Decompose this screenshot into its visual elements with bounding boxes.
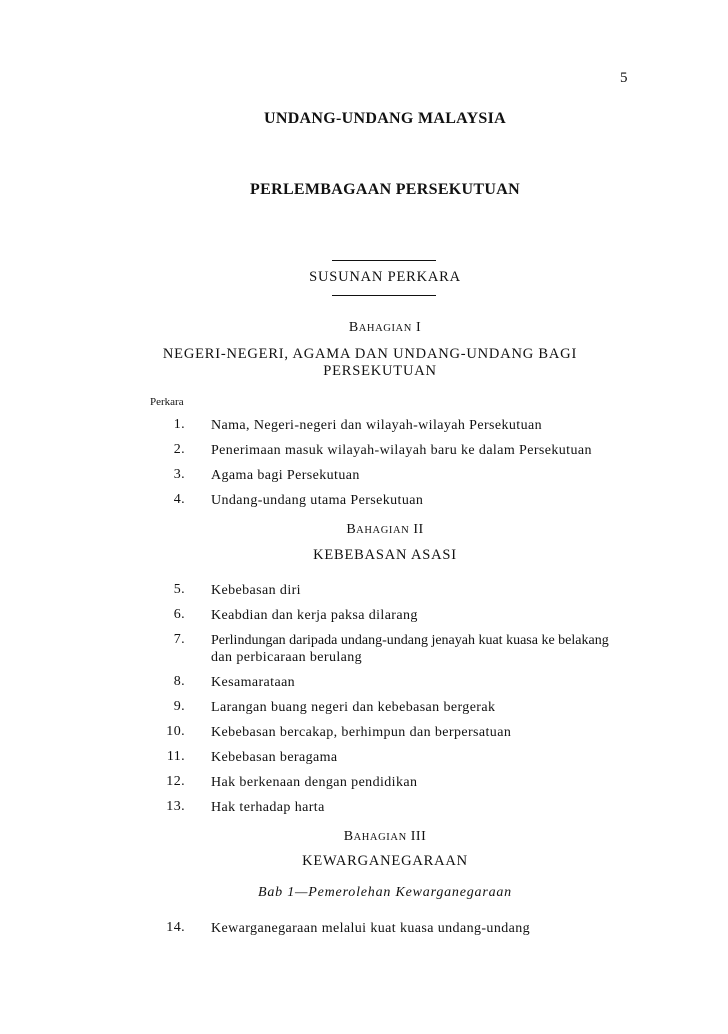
part-heading-3: BAHAGIAN III <box>343 829 427 844</box>
rule-bottom <box>332 295 436 296</box>
part-title-1: NEGERI-NEGERI, AGAMA DAN UNDANG-UNDANG BAGI PERSEKUTUAN <box>162 346 578 379</box>
part-title-2: KEBEBASAN ASASI <box>313 547 457 563</box>
main-title: UNDANG-UNDANG MALAYSIA <box>263 110 506 127</box>
subtitle: PERLEMBAGAAN PERSEKUTUAN <box>250 181 520 198</box>
rule-top <box>332 260 436 261</box>
chapter-heading: Bab 1—Pemerolehan Kewarganegaraan <box>257 885 512 900</box>
part-title-3: KEWARGANEGARAAN <box>302 853 468 869</box>
perkara-label: Perkara <box>150 396 184 408</box>
part-heading-1: BAHAGIAN I <box>348 320 422 335</box>
part-heading-2: BAHAGIAN II <box>346 522 424 537</box>
contents-heading: SUSUNAN PERKARA <box>309 269 461 285</box>
page-number: 5 <box>620 70 628 86</box>
